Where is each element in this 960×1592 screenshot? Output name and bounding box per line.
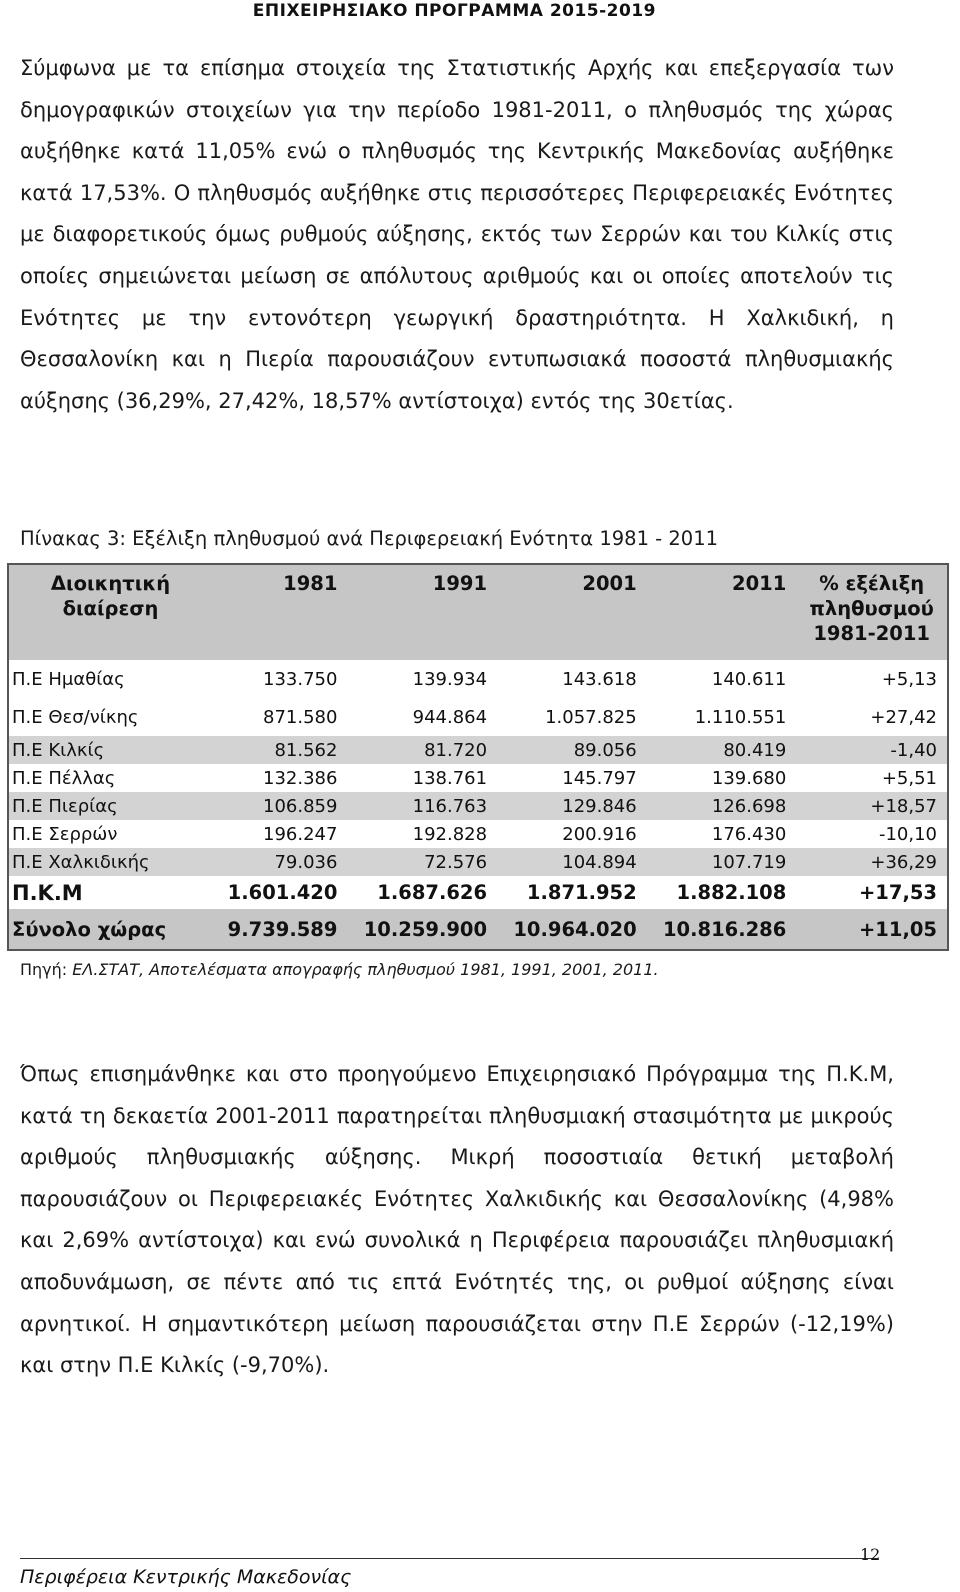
cell-area: Π.Ε Χαλκιδικής [8,848,212,876]
cell-pct: -10,10 [878,823,937,845]
cell-2011: 10.816.286 [647,909,797,950]
cell-area: Π.Κ.Μ [12,880,83,905]
cell-1981: 9.739.589 [212,909,347,950]
cell-1991: 139.934 [412,668,488,690]
cell-pct: +5,51 [881,767,937,789]
cell-2001: 1.871.952 [526,881,637,904]
cell-pct: +11,05 [796,909,948,950]
table-row [8,792,948,820]
cell-1981: 133.750 [263,668,338,690]
cell-2011: 176.430 [711,823,787,845]
header-title: ΕΠΙΧΕΙΡΗΣΙΑΚΟ ΠΡΟΓΡΑΜΜΑ 2015-2019 [252,1,656,21]
source-label: Πηγή: [20,960,73,979]
header-area-line2: διαίρεση [62,597,159,620]
cell-2001: 10.964.020 [497,909,647,950]
cell-1981: 79.036 [212,848,347,876]
cell-1981: 871.580 [263,706,338,728]
cell-2011: 1.882.108 [676,881,787,904]
table-row [8,698,948,736]
table-row [8,820,948,848]
cell-1991: 81.720 [347,736,497,764]
cell-2001: 1.057.825 [545,706,637,728]
cell-2011: 139.680 [711,767,787,789]
cell-area: Π.Ε Ημαθίας [12,668,125,690]
cell-2001: 104.894 [497,848,647,876]
header-1991: 1991 [347,564,497,660]
table-row [8,660,948,698]
cell-area: Π.Ε Κιλκίς [8,736,212,764]
footer-text: Περιφέρεια Κεντρικής Μακεδονίας [20,1566,352,1588]
table-caption: Πίνακας 3: Εξέλιξη πληθυσμού ανά Περιφερειακή Ενότητα 1981 - 2011 [20,527,719,550]
population-table [7,563,949,951]
cell-2001: 143.618 [562,668,637,690]
table-row-region-total [8,876,948,909]
cell-2001: 200.916 [562,823,637,845]
cell-pct: +5,13 [881,668,937,690]
cell-1991: 1.687.626 [377,881,488,904]
cell-2001: 89.056 [497,736,647,764]
header-pct [796,564,948,660]
table-row-country-total [8,909,948,950]
cell-area: Π.Ε Πέλλας [12,767,116,789]
table-row [8,764,948,792]
table-row [8,736,948,764]
cell-2011: 80.419 [647,736,797,764]
cell-pct: -1,40 [796,736,948,764]
cell-pct: +17,53 [858,881,937,904]
page-number: 12 [860,1545,881,1564]
analysis-paragraph: Όπως επισημάνθηκε και στο προηγούμενο Επιχειρησιακό Πρόγραμμα της Π.Κ.Μ, κατά τη δεκαετία 2001-2011 παρατηρείται πληθυσμιακή στασιμότητα με μικρούς αριθμούς πληθυσμιακής αύξησης. Μικρή ποσοστιαία θετική μεταβολή παρουσιάζουν οι Περιφερειακές Ενότητες Χαλκιδικής και Θεσσαλονίκης (4,98% και 2,69% αντίστοιχα) και ενώ συνολικά η Περιφέρεια παρουσιάζει πληθυσμιακή αποδυνάμωση, σε πέντε από τις επτά Ενότητές της, οι ρυθμοί αύξησης είναι αρνητικοί. Η σημαντικότερη μείωση παρουσιάζεται στην Π.Ε Σερρών (-12,19%) και στην Π.Ε Κιλκίς (-9,70%). [20,1062,894,1378]
header-1981: 1981 [212,564,347,660]
cell-1991: 192.828 [412,823,488,845]
cell-area: Π.Ε Θεσ/νίκης [12,706,139,728]
header-2011: 2011 [647,564,797,660]
cell-1981: 132.386 [263,767,338,789]
source-text: ΕΛ.ΣΤΑΤ, Αποτελέσματα απογραφής πληθυσμού 1981, 1991, 2001, 2011. [72,960,659,979]
header-pct-line1: % εξέλιξη [819,572,925,595]
cell-pct: +18,57 [796,792,948,820]
header-area [8,564,212,660]
intro-paragraph: Σύμφωνα με τα επίσημα στοιχεία της Στατιστικής Αρχής και επεξεργασία των δημογραφικών στοιχείων για την περίοδο 1981-2011, ο πληθυσμός της χώρας αυξήθηκε κατά 11,05% ενώ ο πληθυσμός της Κεντρικής Μακεδονίας αυξήθηκε κατά 17,53%. Ο πληθυσμός αυξήθηκε στις περισσότερες Περιφερειακές Ενότητες με διαφορετικούς όμως ρυθμούς αύξησης, εκτός των Σερρών και του Κιλκίς στις οποίες σημειώνεται μείωση σε απόλυτους αριθμούς και οι οποίες αποτελούν τις Ενότητες με την εντονότερη γεωργική δραστηριότητα. Η Χαλκιδική, η Θεσσαλονίκη και η Πιερία παρουσιάζουν εντυπωσιακά ποσοστά πληθυσμιακής αύξησης (36,29%, 27,42%, 18,57% αντίστοιχα) εντός της 30ετίας. [20,56,894,413]
cell-area: Π.Ε Σερρών [12,823,118,845]
header-pct-line3: 1981-2011 [813,622,930,645]
cell-1991: 138.761 [412,767,488,789]
cell-1981: 106.859 [212,792,347,820]
cell-1981: 196.247 [263,823,338,845]
cell-1991: 72.576 [347,848,497,876]
cell-1981: 81.562 [212,736,347,764]
cell-1991: 10.259.900 [347,909,497,950]
cell-1991: 116.763 [347,792,497,820]
cell-1981: 1.601.420 [227,881,338,904]
table-header-row [8,564,948,660]
cell-2011: 126.698 [647,792,797,820]
cell-area: Π.Ε Πιερίας [8,792,212,820]
cell-area: Σύνολο χώρας [8,909,212,950]
cell-1991: 944.864 [412,706,488,728]
cell-2011: 107.719 [647,848,797,876]
header-2001: 2001 [497,564,647,660]
header-pct-line2: πληθυσμού [809,597,934,620]
cell-2011: 1.110.551 [694,706,787,728]
cell-pct: +36,29 [796,848,948,876]
cell-2001: 129.846 [497,792,647,820]
table-row [8,848,948,876]
footer-divider [20,1558,878,1559]
cell-pct: +27,42 [870,706,937,728]
cell-2001: 145.797 [562,767,637,789]
table-source [20,960,659,979]
header-area-line1: Διοικητική [50,572,171,595]
cell-2011: 140.611 [711,668,787,690]
